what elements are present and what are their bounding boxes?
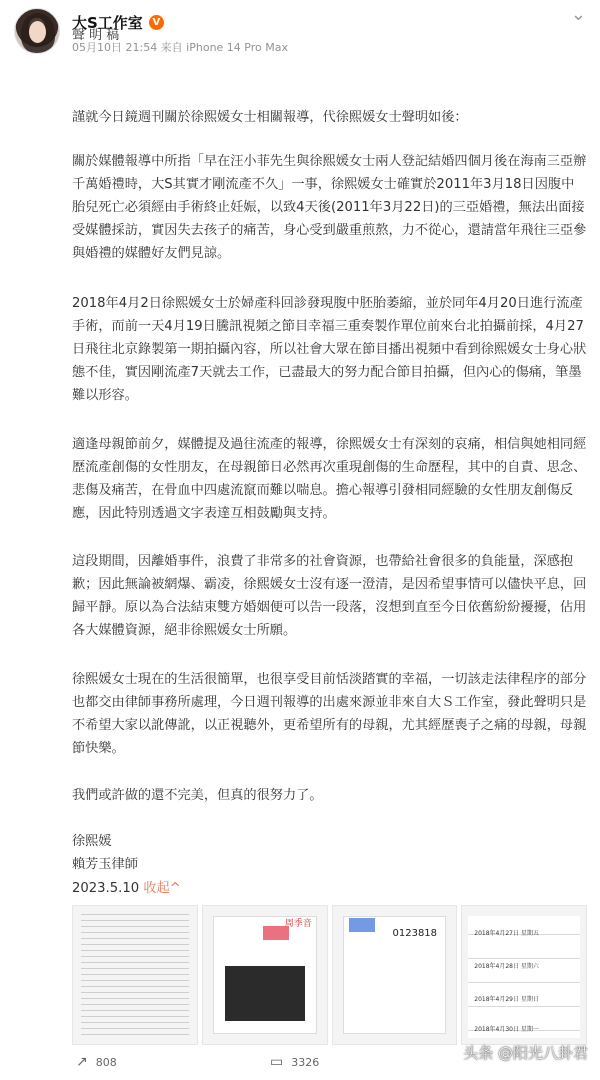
share-icon: ↗ xyxy=(76,1054,88,1070)
share-action[interactable] xyxy=(76,1054,117,1070)
paragraph-intro: 謹就今日鏡週刊關於徐熙媛女士相關報導，代徐熙媛女士聲明如後： xyxy=(72,110,468,125)
blue-stamp xyxy=(349,918,375,932)
paragraph-4: 這段期間，因離婚事件，浪費了非常多的社會資源，也帶給社會很多的負能量，深感抱歉；因此無論被網爆、霸凌，徐熙媛女士沒有逐一澄清，是因希望事情可以儘快平息，回歸平靜。原以為合法結束雙方婚姻便可以告一段落，沒想到直至今日依舊紛紛擾擾，佔用各大媒體資源，絕非徐熙媛女士所願。 xyxy=(72,554,587,638)
watermark-text: 头条 @阳光八卦君 xyxy=(463,1044,588,1062)
image-gallery xyxy=(72,905,587,1045)
form-number: 0123818 xyxy=(392,928,438,939)
document-lines xyxy=(81,914,189,1036)
author-name[interactable]: 大S工作室 xyxy=(72,14,143,32)
image-thumb-1[interactable] xyxy=(72,905,198,1045)
schedule-row-4: 2018年4月30日 星期一 xyxy=(474,1026,539,1033)
statement-date: 2023.5.10 xyxy=(72,881,140,896)
paragraph-1: 關於媒體報導中所指「早在汪小菲先生與徐熙媛女士兩人登記結婚四個月後在海南三亞辦千萬婚禮時，大S其實才剛流產不久」一事，徐熙媛女士確實於2011年3月18日因腹中胎兒死亡必須經由手術終止妊娠，以致4天後(2011年3月22日)的三亞婚禮，無法出面接受媒體採訪，實因失去孩子的痛苦，身心受到嚴重煎熬，力不從心，還請當年飛往三亞參與婚禮的媒體好友們見諒。 xyxy=(72,154,587,261)
signature-date-row xyxy=(72,877,587,900)
schedule-row-3: 2018年4月29日 星期日 xyxy=(474,996,539,1003)
statement-title: 聲 明 稿 xyxy=(72,28,120,43)
watermark xyxy=(463,1042,588,1063)
image-thumb-2[interactable] xyxy=(202,905,328,1045)
ultrasound-image xyxy=(225,966,305,1021)
comment-count: 3326 xyxy=(291,1055,320,1069)
image-thumb-4[interactable] xyxy=(461,905,587,1045)
schedule-row-2: 2018年4月28日 星期六 xyxy=(474,963,539,970)
chevron-down-icon[interactable]: ⌄ xyxy=(570,4,586,25)
paragraph-2: 2018年4月2日徐熙媛女士於婦產科回診發現腹中胚胎萎縮，並於同年4月20日進行流產手術，而前一天4月19日騰訊視頻之節目幸福三重奏製作單位前來台北拍攝前採，4月27日飛往北京錄製第一期拍攝內容，所以社會大眾在節目播出視頻中看到徐熙媛女士身心狀態不佳，實因剛流產7天就去工作，已盡最大的努力配合節目拍攝，但內心的傷痛，筆墨難以形容。 xyxy=(72,296,587,403)
paragraph-5: 徐熙媛女士現在的生活很簡單，也很享受目前恬淡踏實的幸福，一切該走法律程序的部分也都交由律師事務所處理，今日週刊報導的出處來源並非來自大Ｓ工作室，發此聲明只是不希望大家以訛傳訛，以正視聽外，更希望所有的母親，尤其經歷喪子之痛的母親，母親節快樂。 xyxy=(72,672,587,756)
comment-icon: ▭ xyxy=(270,1054,284,1070)
paragraph-6: 我們或許做的還不完美，但真的很努力了。 xyxy=(72,788,323,803)
collapse-link[interactable]: 收起^ xyxy=(143,881,181,896)
schedule-row-1: 2018年4月27日 星期五 xyxy=(474,930,539,937)
paragraph-3: 適逢母親節前夕，媒體提及過往流產的報導，徐熙媛女士有深刻的哀痛，相信與她相同經歷流產創傷的女性朋友，在母親節日必然再次重現創傷的生命歷程，其中的自責、思念、悲傷及痛苦，在骨血中四處流竄而難以喘息。擔心報導引發相同經驗的女性朋友創傷反應，因此特別透過文字表達互相鼓勵與支持。 xyxy=(72,437,587,521)
share-count: 808 xyxy=(95,1055,117,1069)
avatar-face xyxy=(29,21,46,43)
vip-badge-icon: V xyxy=(149,15,164,30)
comment-action[interactable] xyxy=(270,1054,319,1070)
receipt-name: 周季音 xyxy=(284,919,312,929)
signature-name: 徐熙媛 xyxy=(72,834,112,849)
image-thumb-3[interactable] xyxy=(332,905,458,1045)
signature-lawyer: 賴芳玉律師 xyxy=(72,857,138,872)
avatar[interactable] xyxy=(14,8,60,54)
post-meta: 05月10日 21:54 来自 iPhone 14 Pro Max xyxy=(72,41,288,54)
